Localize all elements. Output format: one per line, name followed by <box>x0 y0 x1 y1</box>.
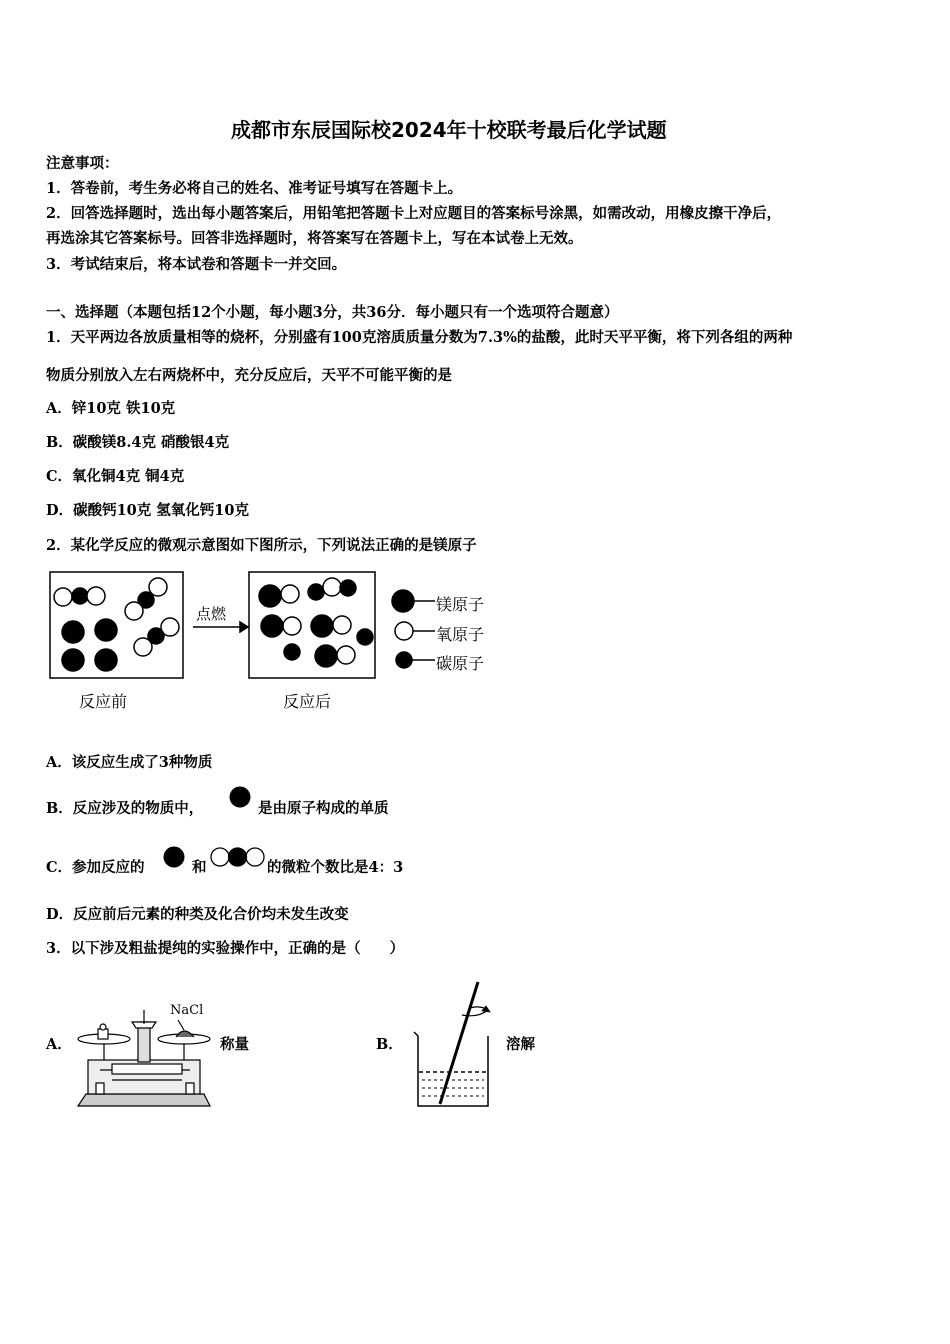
notice-item: 1．答卷前，考生务必将自己的姓名、准考证号填写在答题卡上。 <box>46 180 463 197</box>
q3-option-a-letter: A． <box>46 1036 72 1053</box>
nacl-label: NaCl <box>170 1003 204 1018</box>
arrow-label: 点燃 <box>196 605 227 623</box>
q2-option-b-pre: B．反应涉及的物质中， <box>46 800 204 817</box>
q2-option-d: D．反应前后元素的种类及化合价均未发生改变 <box>46 906 349 923</box>
legend-oxygen-label: 氧原子 <box>436 625 485 644</box>
legend-carbon-label: 碳原子 <box>436 654 485 673</box>
q2-option-a: A．该反应生成了3种物质 <box>46 754 213 771</box>
q3-stem: 3．以下涉及粗盐提纯的实验操作中，正确的是（ ） <box>46 940 405 957</box>
q1-option-d: D．碳酸钙10克 氢氧化钙10克 <box>46 502 249 519</box>
legend-magnesium-label: 镁原子 <box>436 595 485 614</box>
q2-option-b-post: 是由原子构成的单质 <box>258 800 389 817</box>
notice-item: 再选涂其它答案标号。回答非选择题时，将答案写在答题卡上，写在本试卷上无效。 <box>46 230 583 247</box>
q1-option-a: A．锌10克 铁10克 <box>46 400 176 417</box>
q1-option-b: B．碳酸镁8.4克 硝酸银4克 <box>46 434 230 451</box>
q3-option-b-letter: B． <box>376 1036 403 1053</box>
q3-option-a-caption: 称量 <box>220 1036 249 1053</box>
before-label: 反应前 <box>79 692 128 711</box>
q1-stem-line1: 1．天平两边各放质量相等的烧杯，分别盛有100克溶质质量分数为7.3%的盐酸，此时天平平衡，将下列各组的两种 <box>46 329 793 346</box>
q3-option-b-caption: 溶解 <box>506 1036 535 1053</box>
notice-item: 2．回答选择题时，选出每小题答案后，用铅笔把答题卡上对应题目的答案标号涂黑，如需改动，用橡皮擦干净后， <box>46 205 782 222</box>
notice-item: 3．考试结束后，将本试卷和答题卡一并交回。 <box>46 256 347 273</box>
q1-option-c: C．氧化铜4克 铜4克 <box>46 468 185 485</box>
q1-stem-line2: 物质分别放入左右两烧杯中，充分反应后，天平不可能平衡的是 <box>46 367 452 384</box>
q2-option-c-pre: C．参加反应的 <box>46 859 145 876</box>
q2-option-c-mid: 和 <box>192 859 207 876</box>
notice-heading: 注意事项： <box>46 155 119 172</box>
q2-option-c-post: 的微粒个数比是4：3 <box>267 859 404 876</box>
q2-stem: 2．某化学反应的微观示意图如下图所示，下列说法正确的是镁原子 <box>46 537 477 554</box>
after-label: 反应后 <box>283 692 332 711</box>
section-heading: 一、选择题（本题包括12个小题，每小题3分，共36分．每小题只有一个选项符合题意） <box>46 304 619 321</box>
page-title: 成都市东辰国际校2024年十校联考最后化学试题 <box>231 118 667 142</box>
